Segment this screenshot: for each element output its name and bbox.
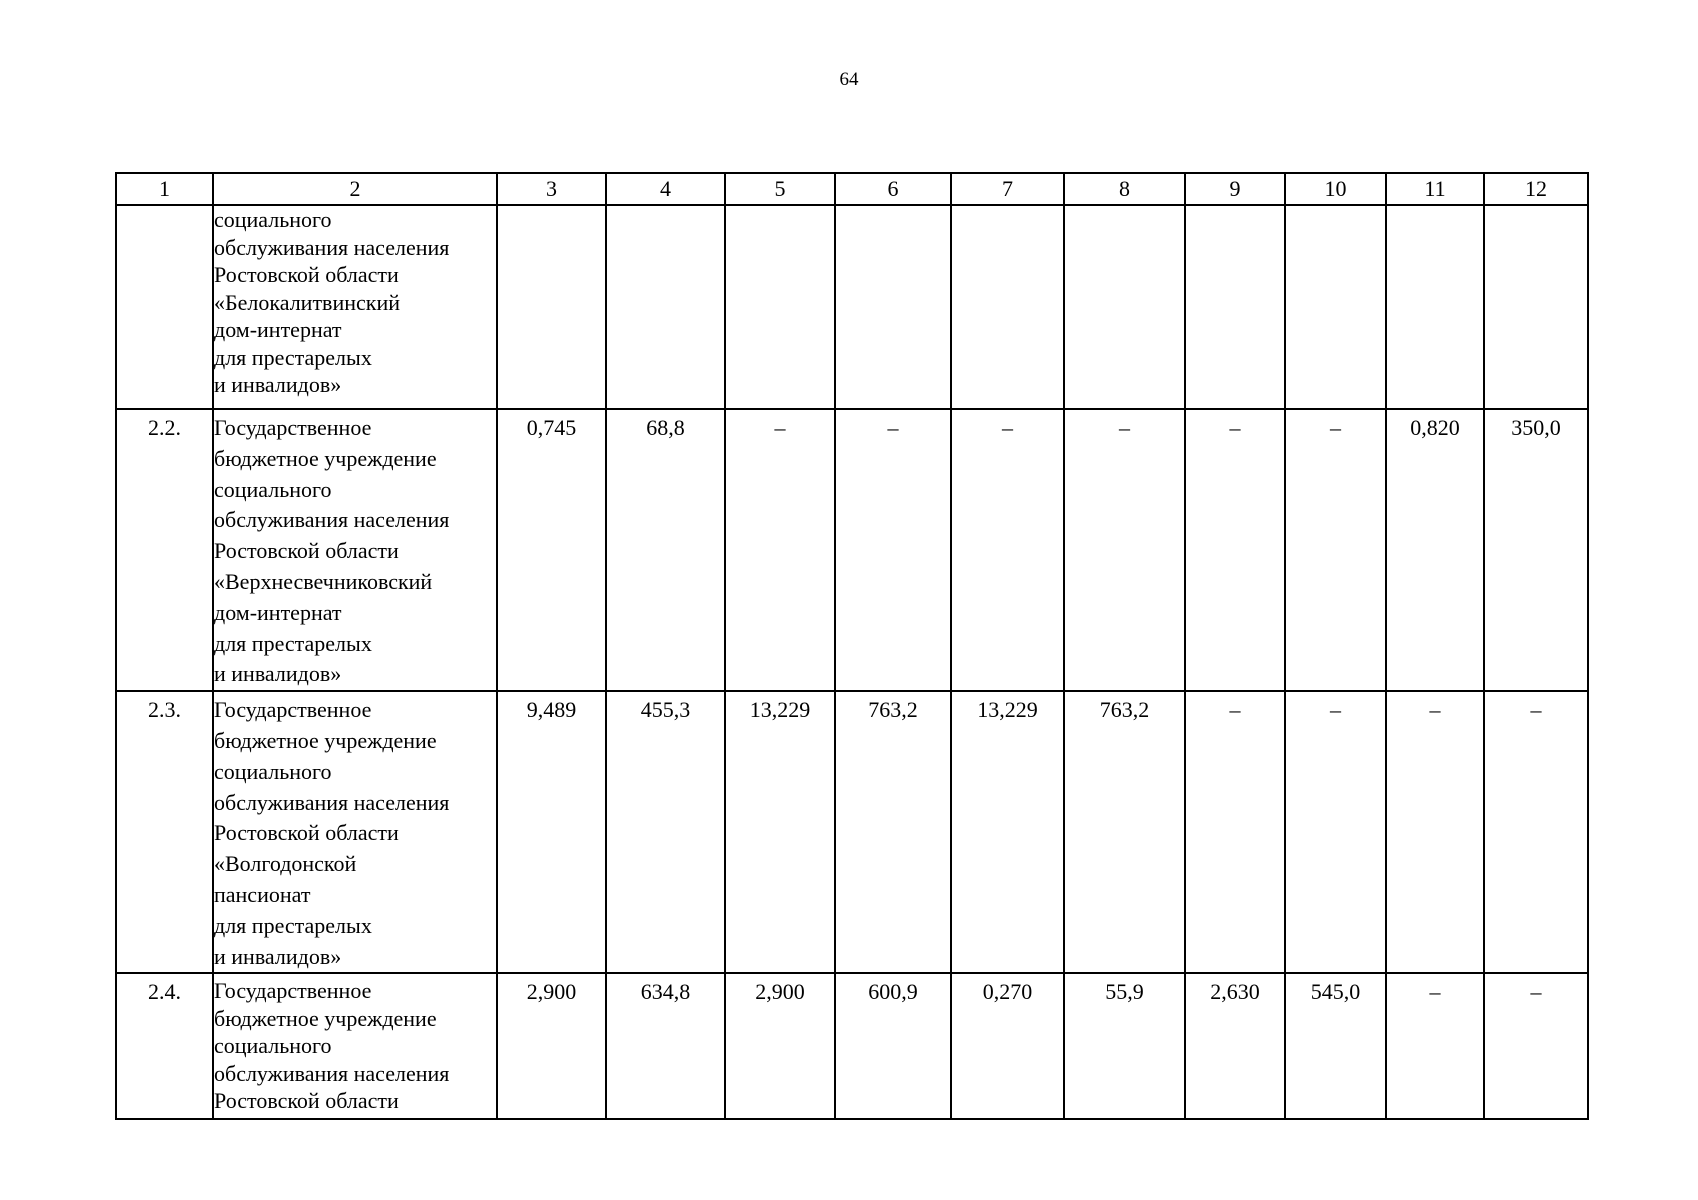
table-row [116, 973, 1588, 1119]
name-line: и инвалидов» [214, 943, 342, 969]
value-cell: 68,8 [606, 409, 725, 691]
value-cell [835, 205, 951, 409]
value-cell: 0,820 [1386, 409, 1484, 691]
value-cell: 0,270 [951, 973, 1064, 1119]
value-cell: – [835, 409, 951, 691]
value-cell: 2,630 [1185, 973, 1285, 1119]
value-cell: – [1386, 691, 1484, 973]
name-line: и инвалидов» [214, 661, 342, 687]
name-line: «Волгодонской [214, 851, 357, 877]
value-cell: – [725, 409, 835, 691]
name-line: социального [214, 207, 332, 232]
name-line: для престарелых [214, 344, 372, 370]
name-line: дом-интернат [214, 599, 342, 625]
name-line: Государственное [214, 415, 372, 440]
name-line: бюджетное учреждение [214, 1005, 437, 1031]
institution-name [213, 691, 497, 973]
value-cell: 763,2 [835, 691, 951, 973]
column-header: 7 [951, 173, 1064, 205]
name-line: пансионат [214, 881, 311, 907]
name-line: бюджетное учреждение [214, 727, 437, 753]
table-row [116, 409, 1588, 691]
column-header: 12 [1484, 173, 1588, 205]
name-line: социального [214, 1033, 332, 1059]
value-cell: 600,9 [835, 973, 951, 1119]
value-cell: 9,489 [497, 691, 606, 973]
value-cell: – [1185, 691, 1285, 973]
header-row [116, 173, 1588, 205]
name-line: «Белокалитвинский [214, 289, 400, 315]
value-cell: – [1285, 409, 1386, 691]
value-cell: – [1484, 973, 1588, 1119]
name-line: Государственное [214, 697, 372, 723]
institution-name [213, 409, 497, 691]
name-line: обслуживания населения [214, 507, 450, 533]
name-line: Ростовской области [214, 1088, 399, 1114]
column-header: 8 [1064, 173, 1185, 205]
name-line: и инвалидов» [214, 372, 342, 397]
value-cell [1484, 205, 1588, 409]
name-line: Ростовской области [214, 538, 399, 564]
row-number: 2.4. [116, 973, 213, 1119]
value-cell [725, 205, 835, 409]
column-header: 1 [116, 173, 213, 205]
value-cell: 2,900 [497, 973, 606, 1119]
name-line: социального [214, 476, 332, 502]
column-header: 11 [1386, 173, 1484, 205]
value-cell: 13,229 [951, 691, 1064, 973]
column-header: 5 [725, 173, 835, 205]
name-line: социального [214, 758, 332, 784]
table-row [116, 691, 1588, 973]
column-header: 10 [1285, 173, 1386, 205]
column-header: 3 [497, 173, 606, 205]
value-cell: – [951, 409, 1064, 691]
column-header: 2 [213, 173, 497, 205]
table-row [116, 205, 1588, 409]
value-cell: – [1386, 973, 1484, 1119]
name-line: Ростовской области [214, 262, 399, 287]
institution-name [213, 205, 497, 409]
column-header: 6 [835, 173, 951, 205]
value-cell: 13,229 [725, 691, 835, 973]
name-line: Ростовской области [214, 820, 399, 846]
value-cell: 634,8 [606, 973, 725, 1119]
value-cell: 2,900 [725, 973, 835, 1119]
page-number: 64 [839, 69, 859, 90]
row-number: 2.3. [116, 691, 213, 973]
name-line: для престарелых [214, 912, 372, 938]
value-cell: 545,0 [1285, 973, 1386, 1119]
value-cell [1386, 205, 1484, 409]
name-line: для престарелых [214, 630, 372, 656]
value-cell [1064, 205, 1185, 409]
value-cell: 350,0 [1484, 409, 1588, 691]
column-header: 9 [1185, 173, 1285, 205]
column-header: 4 [606, 173, 725, 205]
row-number [116, 205, 213, 409]
name-line: бюджетное учреждение [214, 445, 437, 471]
data-table [115, 172, 1589, 1120]
value-cell [1185, 205, 1285, 409]
institution-name [213, 973, 497, 1119]
value-cell: – [1285, 691, 1386, 973]
name-line: обслуживания населения [214, 789, 450, 815]
value-cell [1285, 205, 1386, 409]
name-line: дом-интернат [214, 317, 342, 342]
value-cell: 0,745 [497, 409, 606, 691]
value-cell: 455,3 [606, 691, 725, 973]
row-number: 2.2. [116, 409, 213, 691]
name-line: обслуживания населения [214, 234, 450, 260]
value-cell: – [1064, 409, 1185, 691]
value-cell [606, 205, 725, 409]
value-cell [951, 205, 1064, 409]
value-cell: – [1484, 691, 1588, 973]
name-line: «Верхнесвечниковский [214, 568, 433, 594]
value-cell: 763,2 [1064, 691, 1185, 973]
name-line: обслуживания населения [214, 1060, 450, 1086]
value-cell [497, 205, 606, 409]
name-line: Государственное [214, 978, 372, 1004]
value-cell: – [1185, 409, 1285, 691]
value-cell: 55,9 [1064, 973, 1185, 1119]
